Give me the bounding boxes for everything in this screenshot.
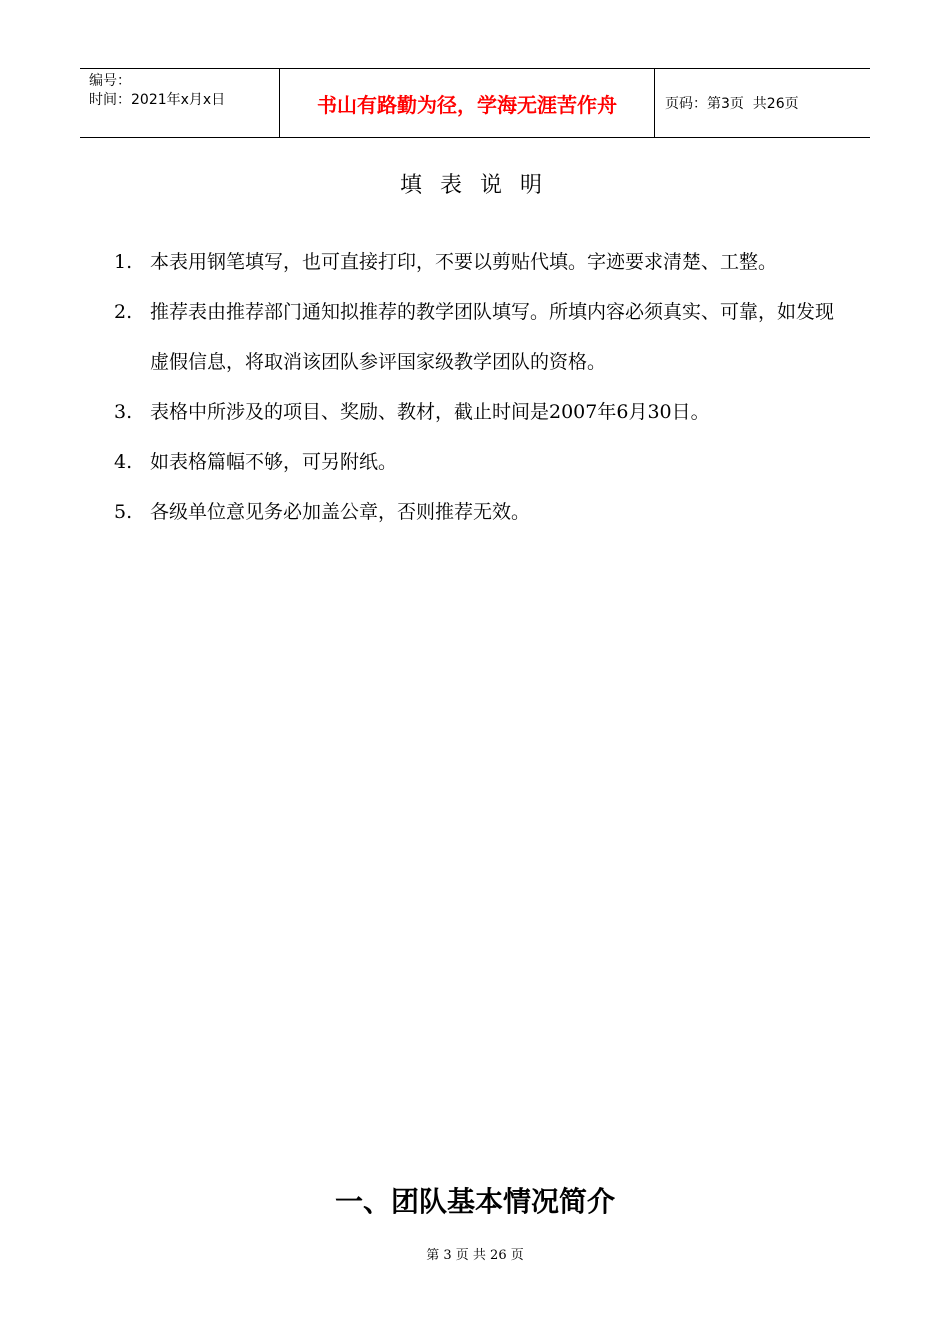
item-text: 本表用钢笔填写，也可直接打印，不要以剪贴代填。字迹要求清楚、工整。	[150, 251, 778, 273]
list-item	[114, 237, 834, 287]
document-date: 时间：2021年x月x日	[89, 92, 226, 108]
list-item	[114, 487, 834, 537]
item-number: 4.	[114, 451, 133, 473]
document-number-label: 编号：	[89, 73, 131, 89]
item-text: 推荐表由推荐部门通知拟推荐的教学团队填写。所填内容必须真实、可靠，如发现虚假信息，将取消该团队参评国家级教学团队的资格。	[150, 301, 835, 373]
item-text: 各级单位意见务必加盖公章，否则推荐无效。	[150, 501, 531, 523]
item-text: 表格中所涉及的项目、奖励、教材，截止时间是2007年6月30日。	[150, 401, 710, 423]
list-item	[114, 387, 834, 437]
instruction-list	[114, 237, 834, 537]
list-item	[114, 287, 834, 387]
page-title: 填表说明	[399, 173, 560, 198]
list-item	[114, 437, 834, 487]
header-motto: 书山有路勤为径，学海无涯苦作舟	[280, 69, 655, 137]
item-text: 如表格篇幅不够，可另附纸。	[150, 451, 398, 473]
page-footer: 第 3 页 共 26 页	[426, 1248, 524, 1263]
page-header	[80, 68, 870, 138]
section-title: 一、团队基本情况简介	[334, 1185, 615, 1218]
item-number: 3.	[114, 401, 133, 423]
header-meta	[80, 69, 280, 137]
header-page-info: 页码：第3页 共26页	[665, 96, 799, 112]
item-number: 1.	[114, 251, 133, 273]
item-number: 5.	[114, 501, 133, 523]
item-number: 2.	[114, 301, 133, 323]
